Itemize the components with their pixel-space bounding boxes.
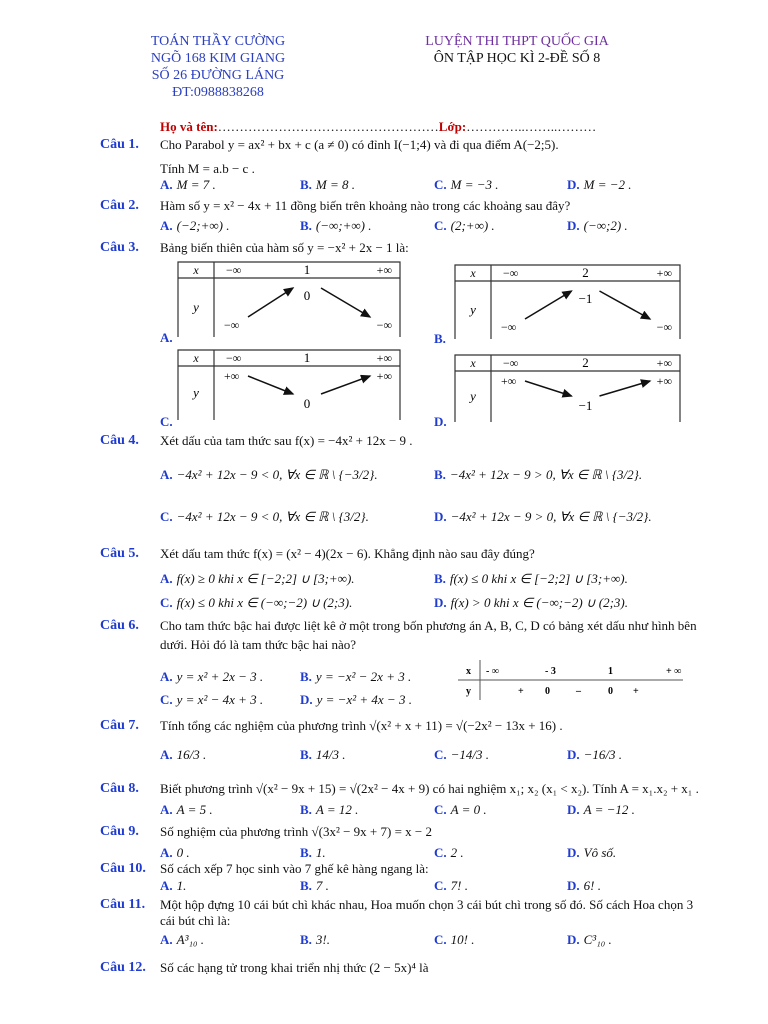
class-label: Lớp:: [438, 119, 467, 134]
x-label: x: [193, 263, 199, 277]
answer-option-a[interactable]: [160, 845, 190, 861]
question-text: Hàm số y = x² − 4x + 11 đồng biến trên khoảng nào trong các khoảng sau đây?: [160, 198, 571, 213]
sign-table: [458, 660, 683, 700]
answer-option-c[interactable]: [160, 595, 352, 611]
option-letter: A.: [160, 747, 173, 762]
sign-value: y: [466, 686, 471, 697]
arrow: [321, 376, 370, 394]
question-text: Xét dấu của tam thức sau f(x) = −4x² + 12x − 9 .: [160, 433, 413, 448]
question-text-continued: dưới. Hỏi đó là tam thức bậc hai nào?: [160, 637, 357, 652]
option-letter: A.: [160, 932, 173, 947]
option-text: −4x² + 12x − 9 < 0, ∀x ∈ ℝ \ {−3/2}.: [176, 467, 378, 482]
header-school: TOÁN THẦY CƯỜNG: [150, 34, 286, 49]
sign-value: +: [518, 686, 524, 697]
answer-option-b[interactable]: [300, 845, 326, 861]
arrow: [600, 381, 651, 396]
option-text: −4x² + 12x − 9 > 0, ∀x ∈ ℝ \ {3/2}.: [449, 467, 643, 482]
x-value: 1: [303, 262, 311, 277]
option-letter: D.: [434, 595, 447, 610]
question-text: Số các hạng tử trong khai triển nhị thức (2 − 5x)⁴ là: [160, 960, 429, 975]
question-label: Câu 1.: [100, 137, 139, 152]
y-value: 0: [303, 396, 311, 411]
y-value: 0: [303, 288, 311, 303]
option-letter: D.: [434, 509, 447, 524]
answer-option-d[interactable]: [567, 932, 612, 948]
answer-option-b[interactable]: [300, 878, 329, 894]
x-value: +∞: [376, 263, 392, 277]
variation-table-a: [178, 262, 400, 337]
answer-option-c[interactable]: [434, 747, 489, 763]
option-text: A = −12 .: [583, 802, 635, 817]
sign-value: –: [576, 686, 581, 697]
answer-option-a[interactable]: [160, 932, 204, 948]
answer-option-d[interactable]: [434, 509, 652, 525]
option-letter: C.: [160, 509, 173, 524]
option-letter: C.: [434, 932, 447, 947]
y-label: y: [470, 302, 476, 317]
option-text: C³₁₀ .: [583, 932, 612, 947]
y-value: −∞: [656, 320, 672, 334]
option-text: M = 7 .: [176, 177, 216, 192]
question-label: Câu 12.: [100, 960, 146, 975]
question-text: Một hộp đựng 10 cái bút chì khác nhau, Hoa muốn chọn 3 cái bút chì trong số đó. Số cách Hoa chọn 3: [160, 897, 694, 912]
answer-option-c[interactable]: [434, 878, 468, 894]
answer-option-c[interactable]: [434, 802, 487, 818]
option-text: 16/3 .: [176, 747, 207, 762]
option-letter: D.: [567, 218, 580, 233]
x-value: - 3: [545, 666, 556, 677]
table-option-letter: D.: [434, 414, 447, 429]
answer-option-d[interactable]: [300, 692, 412, 708]
y-value: −∞: [376, 318, 392, 332]
x-value: 1: [303, 350, 311, 365]
option-text: M = 8 .: [315, 177, 356, 192]
table-option-letter: C.: [160, 414, 173, 429]
option-text: −16/3 .: [583, 747, 623, 762]
option-letter: B.: [434, 571, 446, 586]
option-text: 3!.: [315, 932, 331, 947]
question-text: Số nghiệm của phương trình √(3x² − 9x + 7) = x − 2: [160, 824, 433, 839]
y-value: +∞: [501, 374, 517, 388]
increase-arrow: [525, 291, 572, 319]
option-text: f(x) ≤ 0 khi x ∈ (−∞;−2) ∪ (2;3).: [176, 595, 353, 610]
x-value: 2: [582, 355, 589, 370]
table-grid: [455, 265, 680, 339]
question-label: Câu 3.: [100, 240, 139, 255]
option-text: A = 12 .: [315, 802, 359, 817]
y-value: +∞: [224, 369, 240, 383]
option-letter: C.: [434, 177, 447, 192]
option-text: y = −x² − 2x + 3 .: [315, 669, 412, 684]
variation-table-d: [455, 355, 680, 422]
option-letter: B.: [300, 878, 312, 893]
option-text: 1.: [176, 878, 187, 893]
header-phone: ĐT:0988838268: [172, 85, 264, 100]
table-grid: [178, 350, 400, 420]
question-label: Câu 10.: [100, 861, 146, 876]
option-letter: C.: [434, 218, 447, 233]
sign-value: 0: [545, 686, 550, 697]
option-text: (2;+∞) .: [450, 218, 495, 233]
option-text: 1.: [315, 845, 326, 860]
table-option-letter: B.: [434, 331, 446, 346]
option-text: M = −3 .: [450, 177, 499, 192]
class-field: …………..……..………: [466, 119, 597, 134]
arrow: [321, 288, 370, 317]
option-letter: A.: [160, 571, 173, 586]
x-value: +∞: [656, 266, 672, 280]
answer-option-d[interactable]: [567, 845, 616, 861]
option-text: (−2;+∞) .: [176, 218, 230, 233]
option-letter: B.: [300, 802, 312, 817]
option-letter: D.: [567, 932, 580, 947]
question-label: Câu 7.: [100, 718, 139, 733]
option-text: −14/3 .: [450, 747, 490, 762]
answer-option-c[interactable]: [434, 218, 495, 234]
question-text-continued: Tính M = a.b − c .: [160, 161, 255, 176]
y-value: −∞: [501, 320, 517, 334]
variation-table-c: [178, 350, 400, 420]
option-text: 10! .: [450, 932, 475, 947]
increase-arrow: [525, 381, 572, 396]
answer-option-d[interactable]: [434, 595, 628, 611]
answer-option-a[interactable]: [160, 177, 216, 193]
x-value: −∞: [226, 351, 242, 365]
option-text: f(x) > 0 khi x ∈ (−∞;−2) ∪ (2;3).: [450, 595, 628, 610]
header-subtitle: ÔN TẬP HỌC KÌ 2-ĐỀ SỐ 8: [433, 51, 601, 66]
question-text: Cho Parabol y = ax² + bx + c (a ≠ 0) có đỉnh I(−1;4) và đi qua điểm A(−2;5).: [160, 137, 559, 152]
y-value: −∞: [224, 318, 240, 332]
question-label: Câu 6.: [100, 618, 139, 633]
x-value: +∞: [656, 356, 672, 370]
option-letter: B.: [300, 177, 312, 192]
question-text: Số cách xếp 7 học sinh vào 7 ghế kê hàng ngang là:: [160, 861, 429, 876]
name-field: ……………………………………………: [217, 119, 439, 134]
answer-option-a[interactable]: [160, 802, 213, 818]
option-text: A = 5 .: [176, 802, 213, 817]
x-label: x: [193, 351, 199, 365]
option-text: 0 .: [176, 845, 190, 860]
question-label: Câu 11.: [100, 897, 146, 912]
answer-option-c[interactable]: [160, 509, 369, 525]
option-text: y = x² + 2x − 3 .: [176, 669, 264, 684]
table-grid: [455, 355, 680, 422]
option-text: (−∞;2) .: [583, 218, 628, 233]
increase-arrow: [248, 376, 293, 394]
answer-option-c[interactable]: [434, 932, 474, 948]
y-label: y: [470, 388, 476, 404]
option-letter: C.: [434, 802, 447, 817]
question-text-continued: cái bút chì là:: [160, 913, 231, 928]
x-value: −∞: [503, 266, 519, 280]
table-option-letter: A.: [160, 330, 173, 345]
answer-option-d[interactable]: [567, 747, 622, 763]
y-value: +∞: [376, 369, 392, 383]
option-text: 6! .: [583, 878, 601, 893]
option-letter: C.: [434, 878, 447, 893]
option-text: M = −2 .: [583, 177, 632, 192]
x-value: −∞: [226, 263, 242, 277]
question-label: Câu 2.: [100, 198, 139, 213]
answer-option-c[interactable]: [434, 177, 499, 193]
header-title: LUYỆN THI THPT QUỐC GIA: [425, 34, 609, 49]
answer-option-b[interactable]: [300, 747, 346, 763]
student-info: [160, 119, 596, 135]
header-address-1: NGÕ 168 KIM GIANG: [150, 51, 286, 66]
option-letter: B.: [300, 669, 312, 684]
option-letter: B.: [434, 467, 446, 482]
x-label: x: [470, 356, 476, 370]
option-letter: C.: [434, 845, 447, 860]
sign-value: +: [633, 686, 639, 697]
answer-option-b[interactable]: [300, 802, 358, 818]
option-letter: C.: [160, 595, 173, 610]
option-text: 14/3 .: [315, 747, 346, 762]
x-value: −∞: [503, 356, 519, 370]
name-label: Họ và tên:: [160, 119, 218, 134]
option-text: A³₁₀ .: [176, 932, 205, 947]
option-letter: A.: [160, 218, 173, 233]
option-letter: C.: [434, 747, 447, 762]
x-value: 2: [582, 265, 589, 280]
option-letter: D.: [567, 845, 580, 860]
answer-option-d[interactable]: [567, 878, 601, 894]
y-value: −1: [578, 398, 593, 413]
y-label: y: [193, 299, 199, 315]
option-letter: B.: [300, 845, 312, 860]
y-value: −1: [578, 291, 593, 306]
option-text: y = x² − 4x + 3 .: [176, 692, 264, 707]
x-label: x: [470, 266, 476, 280]
option-letter: B.: [300, 747, 312, 762]
option-text: (−∞;+∞) .: [315, 218, 372, 233]
option-letter: A.: [160, 467, 173, 482]
answer-option-d[interactable]: [567, 802, 635, 818]
option-letter: D.: [567, 177, 580, 192]
question-label: Câu 9.: [100, 824, 139, 839]
option-text: 2 .: [450, 845, 464, 860]
question-label: Câu 5.: [100, 546, 139, 561]
option-text: f(x) ≥ 0 khi x ∈ [−2;2] ∪ [3;+∞).: [176, 571, 355, 586]
answer-option-b[interactable]: [300, 932, 330, 948]
option-letter: A.: [160, 878, 173, 893]
y-value: +∞: [656, 374, 672, 388]
question-text: Xét dấu tam thức f(x) = (x² − 4)(2x − 6). Khẳng định nào sau đây đúng?: [160, 546, 535, 561]
option-letter: D.: [567, 802, 580, 817]
answer-option-c[interactable]: [434, 845, 464, 861]
option-letter: D.: [300, 692, 313, 707]
x-value: x: [466, 666, 471, 677]
question-text: Tính tổng các nghiệm của phương trình √(x² + x + 11) = √(−2x² − 13x + 16) .: [160, 718, 563, 733]
answer-option-d[interactable]: [567, 177, 632, 193]
x-value: 1: [608, 666, 613, 677]
option-letter: A.: [160, 669, 173, 684]
increase-arrow: [248, 288, 293, 317]
question-label: Câu 8.: [100, 781, 139, 796]
option-text: −4x² + 12x − 9 < 0, ∀x ∈ ℝ \ {3/2}.: [176, 509, 369, 524]
option-letter: B.: [300, 932, 312, 947]
option-text: A = 0 .: [450, 802, 487, 817]
option-text: y = −x² + 4x − 3 .: [316, 692, 412, 707]
answer-option-b[interactable]: [434, 467, 642, 483]
option-letter: D.: [567, 878, 580, 893]
option-letter: A.: [160, 845, 173, 860]
option-text: 7 .: [315, 878, 329, 893]
question-label: Câu 4.: [100, 433, 139, 448]
answer-option-b[interactable]: [300, 177, 355, 193]
question-text: Biết phương trình √(x² − 9x + 15) = √(2x² − 4x + 9) có hai nghiệm x₁; x₂ (x₁ < x₂). Tính A = x₁.x₂ + x₁ .: [160, 781, 699, 796]
x-value: +∞: [376, 351, 392, 365]
answer-option-a[interactable]: [160, 218, 229, 234]
x-value: + ∞: [666, 666, 682, 677]
sign-value: 0: [608, 686, 613, 697]
answer-option-a[interactable]: [160, 878, 186, 894]
answer-option-a[interactable]: [160, 571, 355, 587]
question-text: Cho tam thức bậc hai được liệt kê ở một trong bốn phương án A, B, C, D có bảng xét dấu như hình bên: [160, 618, 697, 633]
table-grid: [178, 262, 400, 337]
header-address-2: SỐ 26 ĐƯỜNG LÁNG: [151, 68, 285, 83]
arrow: [600, 291, 651, 319]
option-text: 7! .: [450, 878, 468, 893]
variation-table-b: [455, 265, 680, 339]
option-text: f(x) ≤ 0 khi x ∈ [−2;2] ∪ [3;+∞).: [449, 571, 628, 586]
option-letter: B.: [300, 218, 312, 233]
option-text: −4x² + 12x − 9 > 0, ∀x ∈ ℝ \ {−3/2}.: [450, 509, 652, 524]
answer-option-b[interactable]: [434, 571, 628, 587]
option-letter: A.: [160, 802, 173, 817]
option-letter: A.: [160, 177, 173, 192]
answer-option-a[interactable]: [160, 747, 206, 763]
option-letter: D.: [567, 747, 580, 762]
answer-option-c[interactable]: [160, 692, 263, 708]
question-text: Bảng biến thiên của hàm số y = −x² + 2x − 1 là:: [160, 240, 409, 255]
answer-option-a[interactable]: [160, 467, 378, 483]
answer-option-d[interactable]: [567, 218, 628, 234]
answer-option-b[interactable]: [300, 218, 372, 234]
x-value: - ∞: [486, 666, 499, 677]
y-label: y: [193, 385, 199, 400]
option-text: Vô số.: [583, 845, 617, 860]
answer-option-b[interactable]: [300, 669, 411, 685]
option-letter: C.: [160, 692, 173, 707]
answer-option-a[interactable]: [160, 669, 263, 685]
